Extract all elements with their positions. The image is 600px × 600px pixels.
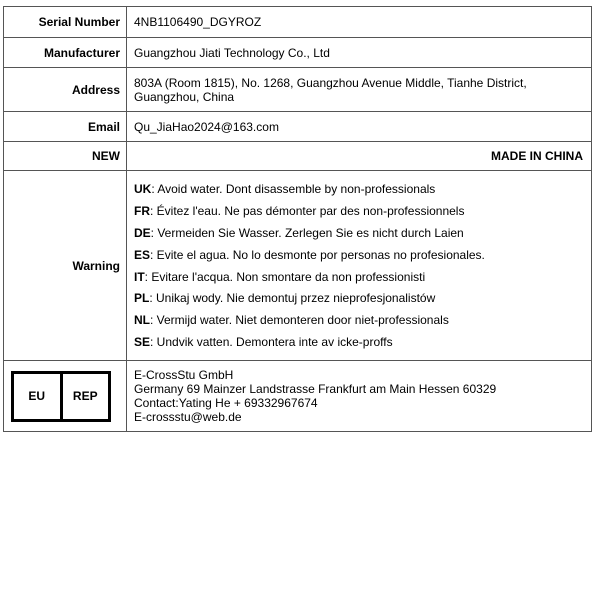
eu-rep-company: E-CrossStu GmbH xyxy=(134,368,234,382)
warning-list-cell xyxy=(127,171,592,361)
warning-label: Warning xyxy=(4,171,127,361)
warning-text: : Vermeiden Sie Wasser. Zerlegen Sie es nicht durch Laien xyxy=(150,225,464,240)
manufacturer-label: Manufacturer xyxy=(4,38,127,68)
serial-number-value: 4NB1106490_DGYROZ xyxy=(127,7,592,38)
eu-rep-email: E-crossstu@web.de xyxy=(134,410,242,424)
eu-rep-symbol-cell xyxy=(4,361,127,432)
warning-line-it xyxy=(134,267,585,289)
row-email xyxy=(4,112,592,142)
address-value: 803A (Room 1815), No. 1268, Guangzhou Avenue Middle, Tianhe District, Guangzhou, China xyxy=(127,68,592,112)
warning-line-de xyxy=(134,223,585,245)
warning-text: : Undvik vatten. Demontera inte av icke-proffs xyxy=(150,334,393,349)
warning-code: UK xyxy=(134,182,152,197)
row-address xyxy=(4,68,592,112)
warning-code: DE xyxy=(134,225,151,240)
warning-text: : Évitez l'eau. Ne pas démonter par des non-professionnels xyxy=(150,204,465,219)
warning-code: ES xyxy=(134,247,151,262)
warning-line-pl xyxy=(134,288,585,310)
warning-code: FR xyxy=(134,204,150,219)
warning-line-uk xyxy=(134,179,585,201)
warning-text: : Evitare l'acqua. Non smontare da non professionisti xyxy=(144,269,426,284)
warning-code: SE xyxy=(134,334,151,349)
row-eu-representative xyxy=(4,361,592,432)
warning-text: : Avoid water. Dont disassemble by non-professionals xyxy=(151,182,436,197)
warning-line-es xyxy=(134,245,585,267)
warning-text: : Unikaj wody. Nie demontuj przez nieprofesjonalistów xyxy=(149,291,436,306)
warning-line-nl xyxy=(134,310,585,332)
row-new xyxy=(4,142,592,171)
email-label: Email xyxy=(4,112,127,142)
eu-rep-address: Germany 69 Mainzer Landstrasse Frankfurt am Main Hessen 60329 xyxy=(134,382,497,396)
address-label: Address xyxy=(4,68,127,112)
eu-rep-symbol-rep: REP xyxy=(72,389,98,403)
row-serial-number xyxy=(4,7,592,38)
product-label-table xyxy=(3,6,592,432)
eu-rep-contact: Contact:Yating He + 69332967674 xyxy=(134,396,318,410)
eu-rep-symbol-eu: EU xyxy=(14,374,63,419)
made-in-china-value: MADE IN CHINA xyxy=(127,142,592,171)
new-label: NEW xyxy=(4,142,127,171)
warning-line-se xyxy=(134,332,585,354)
row-warning xyxy=(4,171,592,361)
warning-code: IT xyxy=(134,269,145,284)
warning-code: PL xyxy=(134,291,150,306)
warning-list xyxy=(134,173,585,357)
warning-text: : Evite el agua. No lo desmonte por personas no profesionales. xyxy=(150,247,485,262)
warning-text: : Vermijd water. Niet demonteren door niet-professionals xyxy=(150,313,449,328)
eu-rep-details xyxy=(127,361,592,432)
email-value: Qu_JiaHao2024@163.com xyxy=(127,112,592,142)
row-manufacturer xyxy=(4,38,592,68)
manufacturer-value: Guangzhou Jiati Technology Co., Ltd xyxy=(127,38,592,68)
serial-number-label: Serial Number xyxy=(4,7,127,38)
warning-line-fr xyxy=(134,201,585,223)
warning-code: NL xyxy=(134,313,150,328)
eu-rep-symbol xyxy=(11,371,111,422)
